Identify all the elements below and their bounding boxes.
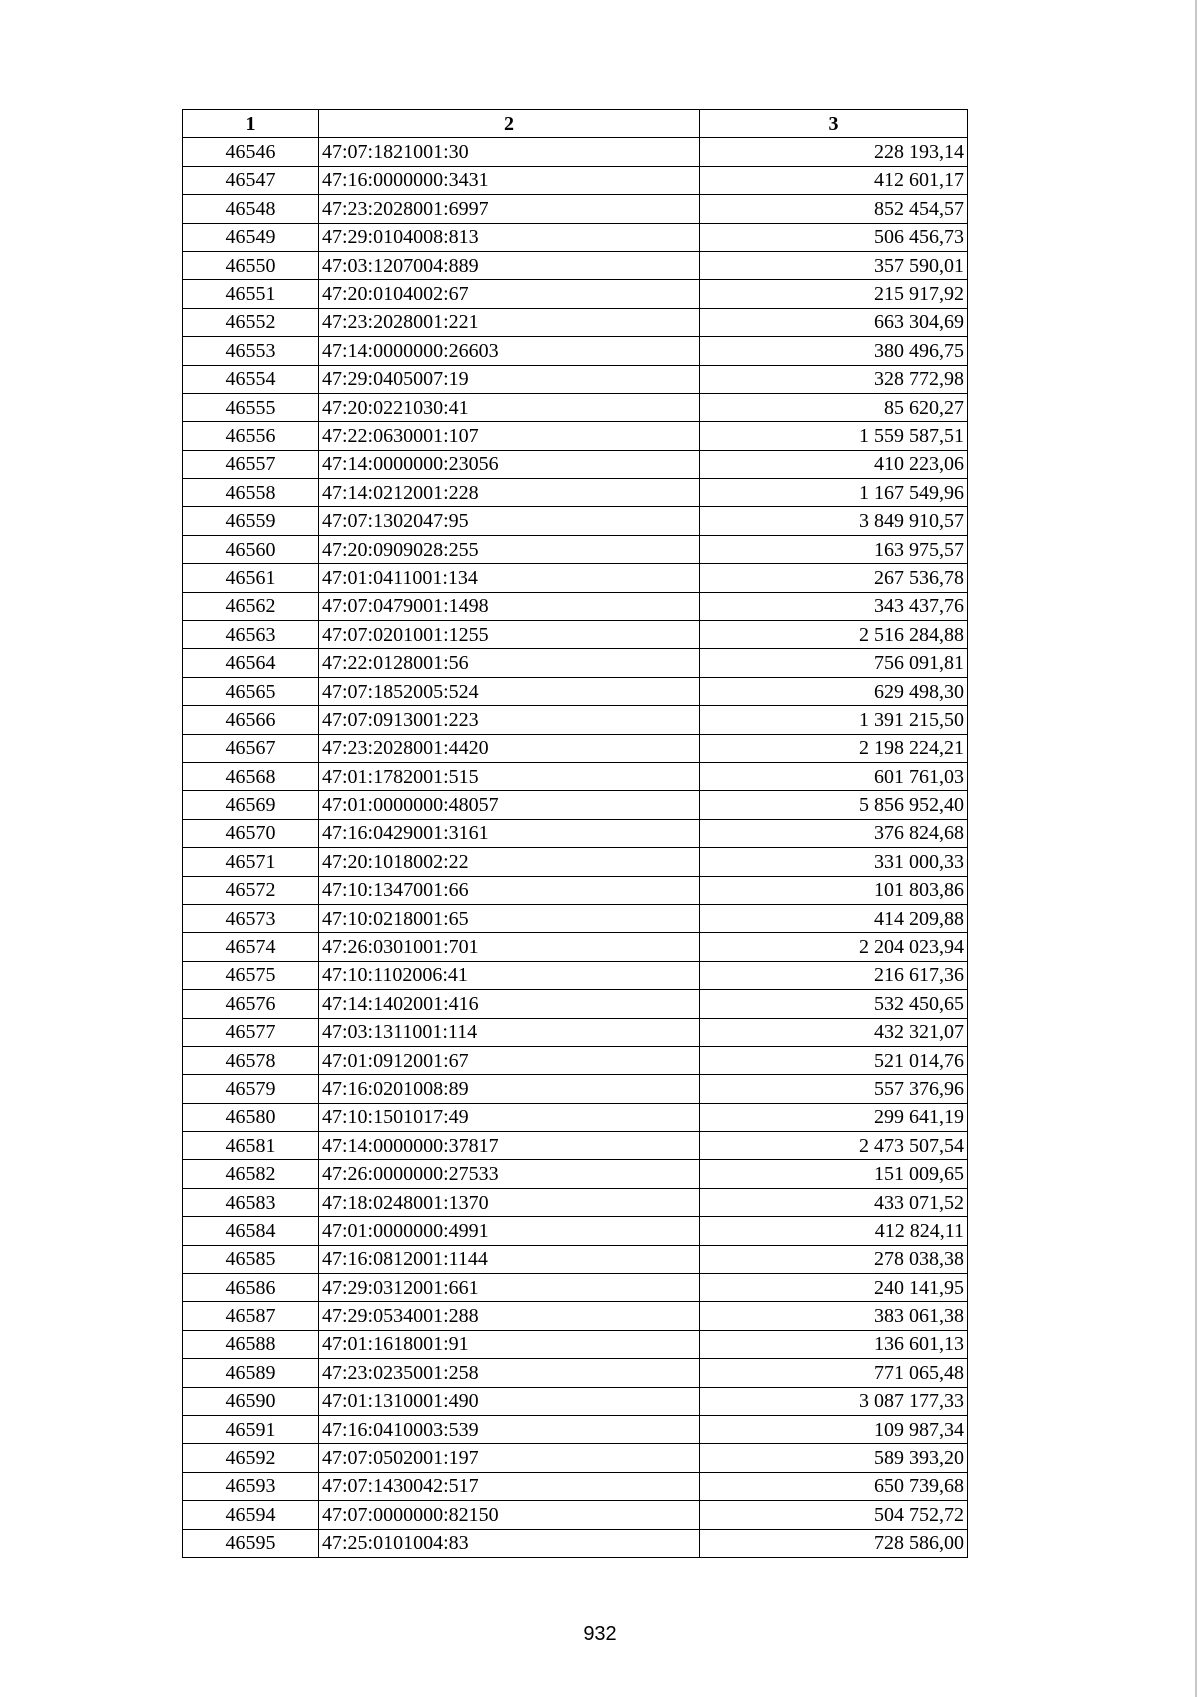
value-cell: 136 601,13 [700,1330,968,1358]
table-row [183,876,968,904]
value-cell: 343 437,76 [700,592,968,620]
row-number-cell: 46589 [183,1359,319,1387]
row-number-cell: 46579 [183,1075,319,1103]
table-row [183,621,968,649]
data-table [182,109,968,1558]
cadastral-number-cell: 47:16:0812001:1144 [319,1245,700,1273]
table-row [183,422,968,450]
row-number-cell: 46549 [183,223,319,251]
column-header-1: 1 [183,110,319,138]
row-number-cell: 46565 [183,677,319,705]
table-row [183,195,968,223]
column-header-3: 3 [700,110,968,138]
row-number-cell: 46573 [183,904,319,932]
row-number-cell: 46593 [183,1472,319,1500]
row-number-cell: 46578 [183,1046,319,1074]
row-number-cell: 46585 [183,1245,319,1273]
cadastral-number-cell: 47:23:2028001:221 [319,308,700,336]
value-cell: 278 038,38 [700,1245,968,1273]
value-cell: 432 321,07 [700,1018,968,1046]
value-cell: 728 586,00 [700,1529,968,1557]
table-header-row [183,110,968,138]
table-row [183,280,968,308]
table-row [183,1274,968,1302]
table-row [183,1472,968,1500]
cadastral-number-cell: 47:07:0913001:223 [319,706,700,734]
cadastral-number-cell: 47:29:0534001:288 [319,1302,700,1330]
row-number-cell: 46554 [183,365,319,393]
cadastral-number-cell: 47:20:0909028:255 [319,535,700,563]
cadastral-number-cell: 47:01:1782001:515 [319,762,700,790]
value-cell: 1 559 587,51 [700,422,968,450]
table-row [183,1501,968,1529]
value-cell: 2 473 507,54 [700,1132,968,1160]
row-number-cell: 46575 [183,961,319,989]
table-row [183,166,968,194]
table-row [183,1046,968,1074]
value-cell: 1 391 215,50 [700,706,968,734]
table-row [183,592,968,620]
table-row [183,990,968,1018]
cadastral-number-cell: 47:07:0000000:82150 [319,1501,700,1529]
cadastral-number-cell: 47:26:0000000:27533 [319,1160,700,1188]
table-row [183,223,968,251]
cadastral-number-cell: 47:16:0201008:89 [319,1075,700,1103]
table-row [183,762,968,790]
row-number-cell: 46581 [183,1132,319,1160]
row-number-cell: 46582 [183,1160,319,1188]
value-cell: 629 498,30 [700,677,968,705]
cadastral-number-cell: 47:23:2028001:6997 [319,195,700,223]
table-row [183,1359,968,1387]
value-cell: 357 590,01 [700,251,968,279]
cadastral-number-cell: 47:22:0630001:107 [319,422,700,450]
cadastral-number-cell: 47:01:0912001:67 [319,1046,700,1074]
value-cell: 376 824,68 [700,819,968,847]
row-number-cell: 46572 [183,876,319,904]
cadastral-number-cell: 47:07:0201001:1255 [319,621,700,649]
cadastral-number-cell: 47:10:1102006:41 [319,961,700,989]
cadastral-number-cell: 47:26:0301001:701 [319,933,700,961]
table-row [183,1529,968,1557]
row-number-cell: 46556 [183,422,319,450]
row-number-cell: 46570 [183,819,319,847]
row-number-cell: 46595 [183,1529,319,1557]
table-row [183,1330,968,1358]
cadastral-number-cell: 47:01:1618001:91 [319,1330,700,1358]
value-cell: 328 772,98 [700,365,968,393]
value-cell: 5 856 952,40 [700,791,968,819]
table-row [183,479,968,507]
table-row [183,450,968,478]
cadastral-number-cell: 47:16:0429001:3161 [319,819,700,847]
row-number-cell: 46546 [183,138,319,166]
row-number-cell: 46569 [183,791,319,819]
row-number-cell: 46566 [183,706,319,734]
value-cell: 2 204 023,94 [700,933,968,961]
value-cell: 852 454,57 [700,195,968,223]
cadastral-number-cell: 47:14:1402001:416 [319,990,700,1018]
row-number-cell: 46584 [183,1217,319,1245]
value-cell: 504 752,72 [700,1501,968,1529]
value-cell: 151 009,65 [700,1160,968,1188]
value-cell: 216 617,36 [700,961,968,989]
table-row [183,848,968,876]
cadastral-number-cell: 47:20:0104002:67 [319,280,700,308]
value-cell: 433 071,52 [700,1188,968,1216]
table-row [183,1075,968,1103]
cadastral-number-cell: 47:16:0000000:3431 [319,166,700,194]
value-cell: 650 739,68 [700,1472,968,1500]
row-number-cell: 46590 [183,1387,319,1415]
cadastral-number-cell: 47:25:0101004:83 [319,1529,700,1557]
cadastral-number-cell: 47:07:1821001:30 [319,138,700,166]
value-cell: 228 193,14 [700,138,968,166]
table-row [183,1444,968,1472]
row-number-cell: 46567 [183,734,319,762]
row-number-cell: 46553 [183,337,319,365]
value-cell: 215 917,92 [700,280,968,308]
row-number-cell: 46551 [183,280,319,308]
row-number-cell: 46580 [183,1103,319,1131]
table-row [183,933,968,961]
table-row [183,1415,968,1443]
table-row [183,1387,968,1415]
cadastral-number-cell: 47:01:0000000:48057 [319,791,700,819]
row-number-cell: 46561 [183,564,319,592]
table-row [183,337,968,365]
cadastral-number-cell: 47:20:0221030:41 [319,393,700,421]
row-number-cell: 46548 [183,195,319,223]
cadastral-number-cell: 47:07:0479001:1498 [319,592,700,620]
cadastral-number-cell: 47:16:0410003:539 [319,1415,700,1443]
table-row [183,1188,968,1216]
cadastral-number-cell: 47:14:0000000:26603 [319,337,700,365]
row-number-cell: 46550 [183,251,319,279]
row-number-cell: 46574 [183,933,319,961]
cadastral-number-cell: 47:03:1311001:114 [319,1018,700,1046]
value-cell: 3 087 177,33 [700,1387,968,1415]
table-row [183,1302,968,1330]
row-number-cell: 46564 [183,649,319,677]
value-cell: 380 496,75 [700,337,968,365]
table-row [183,1132,968,1160]
cadastral-number-cell: 47:18:0248001:1370 [319,1188,700,1216]
cadastral-number-cell: 47:07:0502001:197 [319,1444,700,1472]
row-number-cell: 46562 [183,592,319,620]
value-cell: 412 601,17 [700,166,968,194]
cadastral-number-cell: 47:01:0000000:4991 [319,1217,700,1245]
value-cell: 331 000,33 [700,848,968,876]
row-number-cell: 46583 [183,1188,319,1216]
cadastral-number-cell: 47:03:1207004:889 [319,251,700,279]
row-number-cell: 46557 [183,450,319,478]
table-row [183,961,968,989]
row-number-cell: 46594 [183,1501,319,1529]
row-number-cell: 46586 [183,1274,319,1302]
cadastral-number-cell: 47:07:1302047:95 [319,507,700,535]
cadastral-number-cell: 47:01:1310001:490 [319,1387,700,1415]
cadastral-number-cell: 47:29:0104008:813 [319,223,700,251]
table-row [183,1217,968,1245]
value-cell: 532 450,65 [700,990,968,1018]
cadastral-number-cell: 47:07:1430042:517 [319,1472,700,1500]
row-number-cell: 46571 [183,848,319,876]
value-cell: 506 456,73 [700,223,968,251]
cadastral-number-cell: 47:29:0405007:19 [319,365,700,393]
row-number-cell: 46555 [183,393,319,421]
row-number-cell: 46592 [183,1444,319,1472]
table-row [183,1160,968,1188]
row-number-cell: 46587 [183,1302,319,1330]
table-row [183,1018,968,1046]
table-row [183,904,968,932]
table-row [183,1103,968,1131]
value-cell: 163 975,57 [700,535,968,563]
row-number-cell: 46568 [183,762,319,790]
table-row [183,819,968,847]
table-row [183,138,968,166]
table-row [183,251,968,279]
table-row [183,649,968,677]
value-cell: 663 304,69 [700,308,968,336]
cadastral-number-cell: 47:14:0212001:228 [319,479,700,507]
value-cell: 3 849 910,57 [700,507,968,535]
table-row [183,1245,968,1273]
row-number-cell: 46547 [183,166,319,194]
value-cell: 557 376,96 [700,1075,968,1103]
cadastral-number-cell: 47:10:0218001:65 [319,904,700,932]
cadastral-number-cell: 47:20:1018002:22 [319,848,700,876]
row-number-cell: 46552 [183,308,319,336]
table-row [183,734,968,762]
value-cell: 410 223,06 [700,450,968,478]
value-cell: 601 761,03 [700,762,968,790]
value-cell: 267 536,78 [700,564,968,592]
value-cell: 109 987,34 [700,1415,968,1443]
value-cell: 521 014,76 [700,1046,968,1074]
value-cell: 414 209,88 [700,904,968,932]
cadastral-number-cell: 47:23:0235001:258 [319,1359,700,1387]
row-number-cell: 46558 [183,479,319,507]
row-number-cell: 46576 [183,990,319,1018]
value-cell: 383 061,38 [700,1302,968,1330]
cadastral-number-cell: 47:10:1347001:66 [319,876,700,904]
row-number-cell: 46563 [183,621,319,649]
table-row [183,507,968,535]
table-row [183,308,968,336]
table-row [183,791,968,819]
value-cell: 2 198 224,21 [700,734,968,762]
value-cell: 85 620,27 [700,393,968,421]
value-cell: 299 641,19 [700,1103,968,1131]
table-row [183,393,968,421]
cadastral-number-cell: 47:14:0000000:23056 [319,450,700,478]
cadastral-number-cell: 47:01:0411001:134 [319,564,700,592]
value-cell: 771 065,48 [700,1359,968,1387]
row-number-cell: 46559 [183,507,319,535]
page-edge-line [1195,0,1197,1697]
table-row [183,706,968,734]
value-cell: 240 141,95 [700,1274,968,1302]
cadastral-number-cell: 47:22:0128001:56 [319,649,700,677]
row-number-cell: 46560 [183,535,319,563]
table-row [183,365,968,393]
value-cell: 589 393,20 [700,1444,968,1472]
row-number-cell: 46588 [183,1330,319,1358]
cadastral-number-cell: 47:23:2028001:4420 [319,734,700,762]
value-cell: 101 803,86 [700,876,968,904]
cadastral-number-cell: 47:10:1501017:49 [319,1103,700,1131]
table-row [183,564,968,592]
value-cell: 2 516 284,88 [700,621,968,649]
value-cell: 412 824,11 [700,1217,968,1245]
page-number: 932 [583,1623,617,1645]
value-cell: 1 167 549,96 [700,479,968,507]
column-header-2: 2 [319,110,700,138]
row-number-cell: 46577 [183,1018,319,1046]
table-row [183,535,968,563]
table-row [183,677,968,705]
cadastral-number-cell: 47:14:0000000:37817 [319,1132,700,1160]
cadastral-number-cell: 47:29:0312001:661 [319,1274,700,1302]
value-cell: 756 091,81 [700,649,968,677]
cadastral-number-cell: 47:07:1852005:524 [319,677,700,705]
row-number-cell: 46591 [183,1415,319,1443]
